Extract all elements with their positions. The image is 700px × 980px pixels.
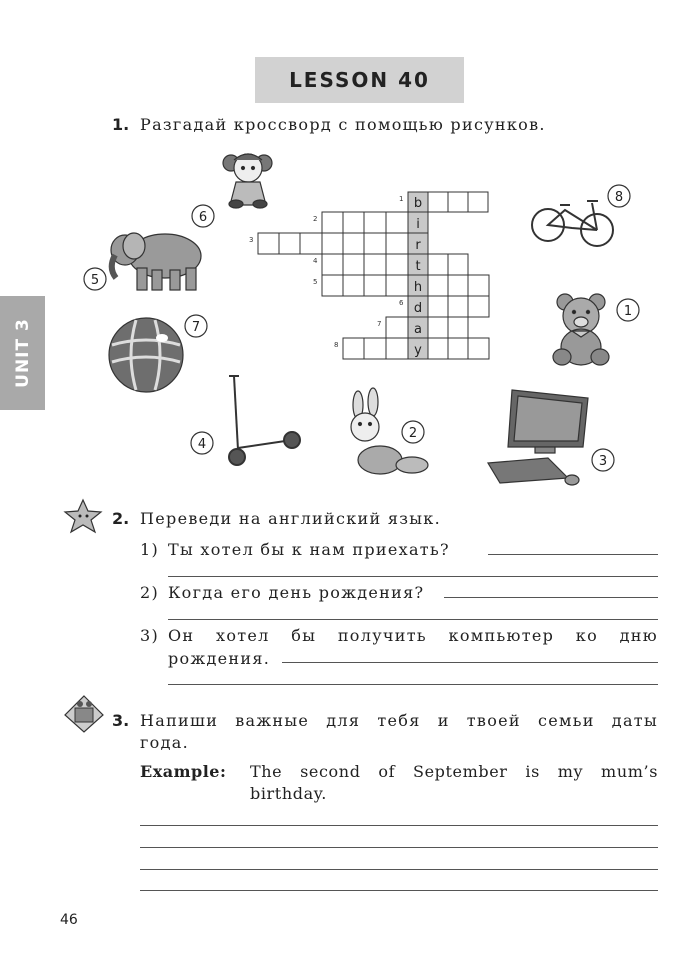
scooter-icon bbox=[229, 376, 300, 465]
keyword-letter: t bbox=[415, 259, 421, 274]
crossword-row-number: 5 bbox=[313, 278, 318, 286]
answer-line[interactable] bbox=[168, 684, 658, 685]
picture-number: 1 bbox=[623, 304, 633, 319]
picture-number: 4 bbox=[197, 437, 207, 452]
answer-line[interactable] bbox=[168, 576, 658, 577]
task3-instruction: Напиши важные для тебя и твоей семьи даты bbox=[140, 711, 658, 730]
example-text-cont: birthday. bbox=[250, 784, 327, 803]
picture-number: 3 bbox=[598, 454, 608, 469]
doll-icon bbox=[223, 154, 272, 208]
bicycle-icon bbox=[532, 201, 613, 246]
crossword-row-number: 4 bbox=[313, 257, 318, 265]
keyword-letter: a bbox=[414, 322, 422, 337]
lesson-title: LESSON 40 bbox=[289, 68, 430, 92]
picture-number: 7 bbox=[191, 320, 201, 335]
star-character-icon bbox=[63, 498, 103, 534]
crossword-row-number: 3 bbox=[249, 236, 254, 244]
crossword-row-number: 8 bbox=[334, 341, 339, 349]
unit-tab-label: UNIT 3 bbox=[12, 318, 33, 388]
example-label: Example: bbox=[140, 762, 227, 781]
answer-line[interactable] bbox=[168, 619, 658, 620]
task2-item-text: Когда его день рождения? bbox=[168, 583, 425, 602]
crossword-row-number: 7 bbox=[377, 320, 382, 328]
keyword-letter: r bbox=[415, 238, 421, 253]
crossword-row-3 bbox=[258, 233, 428, 254]
answer-line[interactable] bbox=[140, 869, 658, 870]
page-number: 46 bbox=[60, 912, 78, 928]
teddy-bear-icon bbox=[553, 294, 609, 365]
task3-instruction-cont: года. bbox=[140, 733, 189, 752]
answer-line[interactable] bbox=[282, 662, 658, 663]
answer-line[interactable] bbox=[140, 847, 658, 848]
task2-item-text: Ты хотел бы к нам приехать? bbox=[168, 540, 450, 559]
answer-line[interactable] bbox=[488, 554, 658, 555]
crossword-row-number: 6 bbox=[399, 299, 404, 307]
task2-item-number: 3) bbox=[140, 626, 160, 645]
picture-number: 6 bbox=[198, 210, 208, 225]
task2-instruction: Переведи на английский язык. bbox=[140, 509, 441, 528]
picture-number: 8 bbox=[614, 190, 624, 205]
task2-item-number: 2) bbox=[140, 583, 160, 602]
keyword-letter: b bbox=[413, 196, 423, 211]
task2-number: 2. bbox=[112, 509, 130, 528]
keyword-letter: i bbox=[416, 217, 420, 232]
keyword-letter: h bbox=[413, 280, 423, 295]
crossword-row-number: 1 bbox=[399, 195, 404, 203]
elephant-icon bbox=[111, 233, 201, 290]
answer-line[interactable] bbox=[140, 890, 658, 891]
task2-item-text: Он хотел бы получить компьютер ко дню bbox=[168, 626, 658, 645]
example-text: The second of September is my mum’s bbox=[250, 762, 658, 781]
task1-number: 1. bbox=[112, 115, 130, 134]
answer-line[interactable] bbox=[444, 597, 658, 598]
task3-number: 3. bbox=[112, 711, 130, 730]
ball-icon bbox=[109, 318, 183, 392]
picture-number: 2 bbox=[408, 426, 418, 441]
task2-item-text-cont: рождения. bbox=[168, 649, 271, 668]
crossword-row-number: 2 bbox=[313, 215, 318, 223]
answer-line[interactable] bbox=[140, 825, 658, 826]
crossword-row-4 bbox=[322, 254, 468, 275]
picture-number: 5 bbox=[90, 273, 100, 288]
keyword-letter: y bbox=[414, 343, 422, 358]
computer-icon bbox=[488, 390, 588, 485]
crossword-row-5 bbox=[322, 275, 489, 296]
task2-item-number: 1) bbox=[140, 540, 160, 559]
keyword-letter: d bbox=[413, 301, 423, 316]
task1-instruction: Разгадай кроссворд с помощью рисунков. bbox=[140, 115, 546, 134]
calendar-character-icon bbox=[63, 694, 105, 734]
